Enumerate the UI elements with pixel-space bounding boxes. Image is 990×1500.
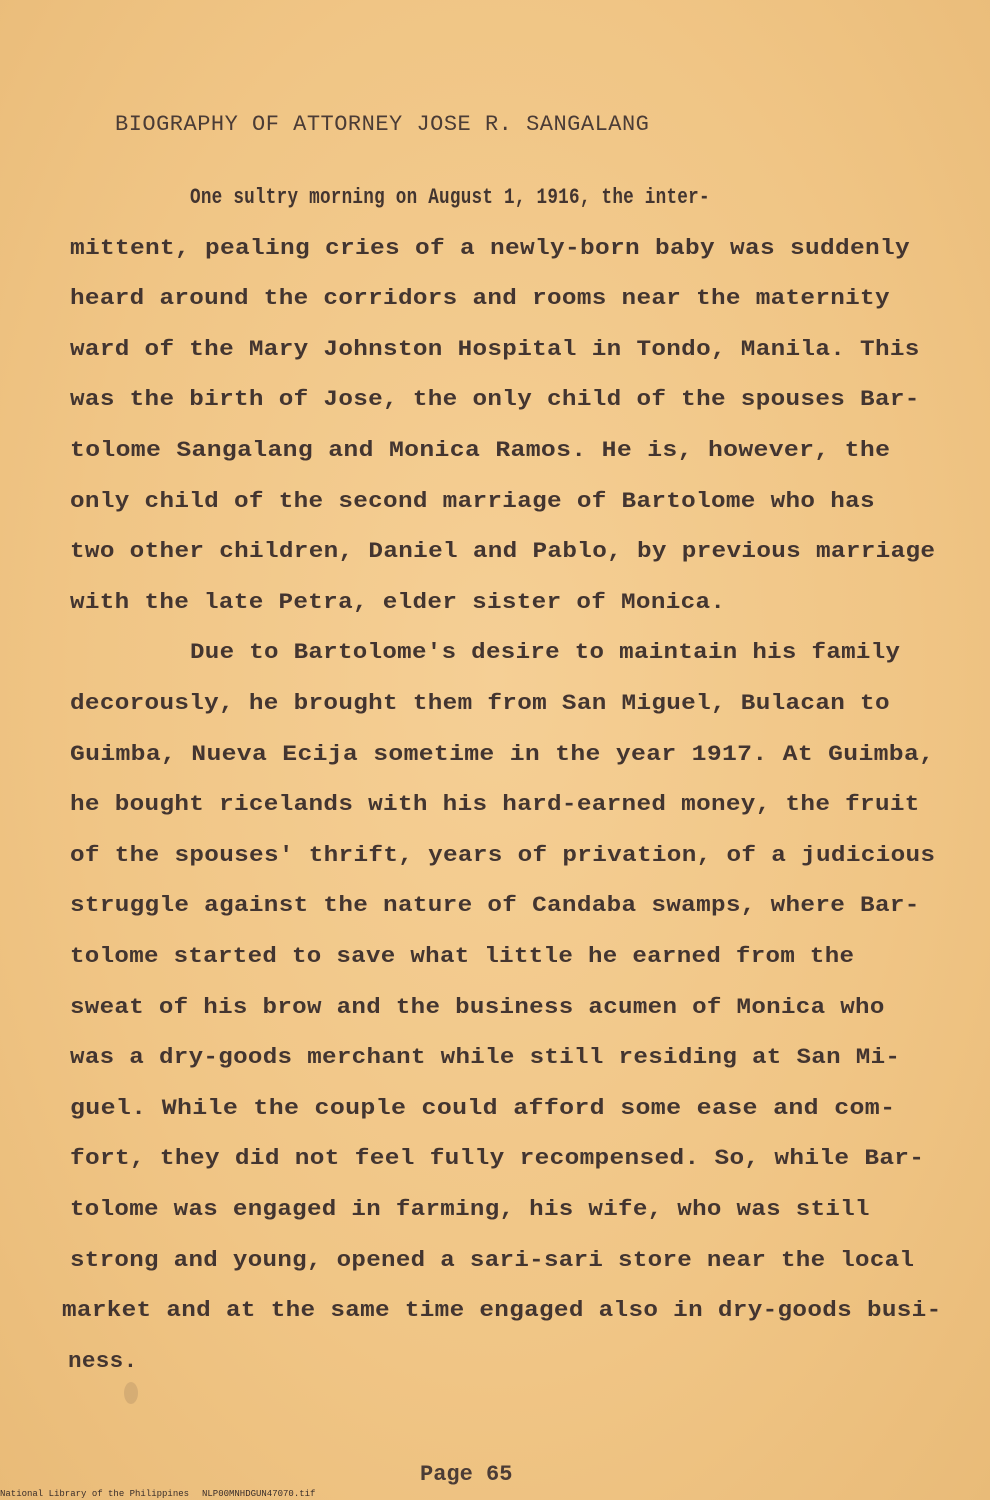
text-line: tolome Sangalang and Monica Ramos. He is, however, the bbox=[70, 438, 891, 463]
text-line: struggle against the nature of Candaba swamps, where Bar- bbox=[70, 893, 920, 918]
text-line: mittent, pealing cries of a newly-born baby was suddenly bbox=[70, 236, 911, 261]
text-line: was a dry-goods merchant while still residing at San Mi- bbox=[70, 1045, 901, 1070]
text-line: tolome was engaged in farming, his wife, who was still bbox=[70, 1197, 870, 1222]
text-line: ward of the Mary Johnston Hospital in Tondo, Manila. This bbox=[70, 337, 920, 362]
library-credit: National Library of the Philippines bbox=[0, 1489, 190, 1499]
text-line: only child of the second marriage of Bartolome who has bbox=[70, 489, 875, 514]
document-title: BIOGRAPHY OF ATTORNEY JOSE R. SANGALANG bbox=[115, 112, 650, 137]
text-line: Guimba, Nueva Ecija sometime in the year 1917. At Guimba, bbox=[70, 742, 935, 767]
text-line: fort, they did not feel fully recompensed. So, while Bar- bbox=[70, 1146, 925, 1171]
text-line: strong and young, opened a sari-sari store near the local bbox=[70, 1248, 915, 1273]
text-line: was the birth of Jose, the only child of the spouses Bar- bbox=[70, 387, 920, 412]
text-line: sweat of his brow and the business acumen of Monica who bbox=[70, 995, 885, 1020]
text-line: One sultry morning on August 1, 1916, the inter- bbox=[190, 185, 710, 210]
text-line: tolome started to save what little he earned from the bbox=[70, 944, 855, 969]
text-line: Due to Bartolome's desire to maintain his family bbox=[190, 640, 901, 665]
text-line: guel. While the couple could afford some ease and com- bbox=[70, 1096, 896, 1121]
paper-smudge bbox=[124, 1382, 138, 1404]
text-line: decorously, he brought them from San Miguel, Bulacan to bbox=[70, 691, 890, 716]
file-name: NLP00MNHDGUN47070.tif bbox=[202, 1489, 316, 1499]
text-line: ness. bbox=[68, 1349, 138, 1374]
text-line: he bought ricelands with his hard-earned money, the fruit bbox=[70, 792, 920, 817]
text-line: of the spouses' thrift, years of privation, of a judicious bbox=[70, 843, 936, 868]
text-line: market and at the same time engaged also in dry-goods busi- bbox=[62, 1298, 942, 1323]
page-number: Page 65 bbox=[420, 1462, 513, 1487]
text-line: two other children, Daniel and Pablo, by previous marriage bbox=[70, 539, 936, 564]
text-line: with the late Petra, elder sister of Monica. bbox=[70, 590, 726, 615]
text-line: heard around the corridors and rooms near the maternity bbox=[70, 286, 890, 311]
